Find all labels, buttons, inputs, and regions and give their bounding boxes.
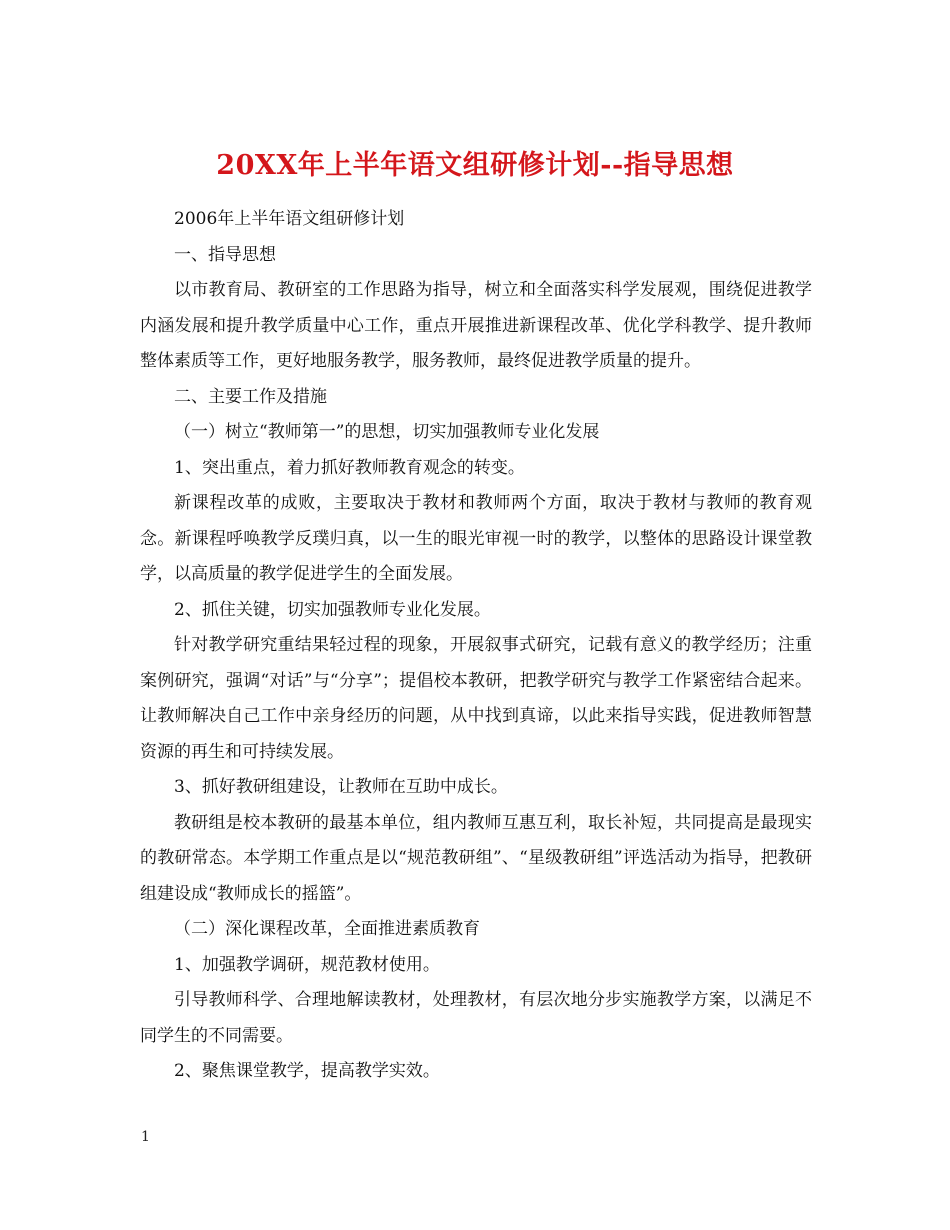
- subsection-heading-1: （一）树立“教师第一”的思想，切实加强教师专业化发展: [174, 422, 600, 442]
- item-heading: 1、突出重点，着力抓好教师教育观念的转变。: [174, 457, 525, 478]
- item-heading: 2、抓住关键，切实加强教师专业化发展。: [174, 599, 491, 620]
- document-body: [140, 202, 812, 1090]
- page-number: 1: [141, 1129, 150, 1145]
- paragraph: 新课程改革的成败，主要取决于教材和教师两个方面，取决于教材与教师的教育观念。新课程呼唤教学反璞归真，以一生的眼光审视一时的教学，以整体的思路设计课堂教学，以高质量的教学促进学生的全面发展。: [140, 493, 812, 584]
- paragraph: 以市教育局、教研室的工作思路为指导，树立和全面落实科学发展观，围绕促进教学内涵发展和提升教学质量中心工作，重点开展推进新课程改革、优化学科教学、提升教师整体素质等工作，更好地服务教学，服务教师，最终促进教学质量的提升。: [140, 280, 812, 371]
- paragraph: 针对教学研究重结果轻过程的现象，开展叙事式研究，记载有意义的教学经历；注重案例研究，强调“对话”与“分享”；提倡校本教研，把教学研究与教学工作紧密结合起来。让教师解决自己工作中亲身经历的问题，从中找到真谛，以此来指导实践，促进教师智慧资源的再生和可持续发展。: [140, 635, 812, 762]
- subsection-heading-2: （二）深化课程改革，全面推进素质教育: [174, 919, 480, 939]
- item-heading: 1、加强教学调研，规范教材使用。: [174, 954, 440, 975]
- section-heading-1: 一、指导思想: [174, 244, 276, 265]
- paragraph: 教研组是校本教研的最基本单位，组内教师互惠互利，取长补短，共同提高是最现实的教研常态。本学期工作重点是以“规范教研组”、“星级教研组”评选活动为指导，把教研组建设成“教师成长的摇篮”。: [140, 812, 812, 904]
- paragraph: 引导教师科学、合理地解读教材，处理教材，有层次地分步实施教学方案，以满足不同学生的不同需要。: [140, 990, 812, 1046]
- page-title: 20XX年上半年语文组研修计划--指导思想: [216, 150, 734, 182]
- doc-subtitle: 2006年上半年语文组研修计划: [174, 209, 405, 229]
- item-heading: 2、聚焦课堂教学，提高教学实效。: [174, 1061, 440, 1081]
- section-heading-2: 二、主要工作及措施: [174, 386, 327, 407]
- item-heading: 3、抓好教研组建设，让教师在互助中成长。: [174, 777, 508, 797]
